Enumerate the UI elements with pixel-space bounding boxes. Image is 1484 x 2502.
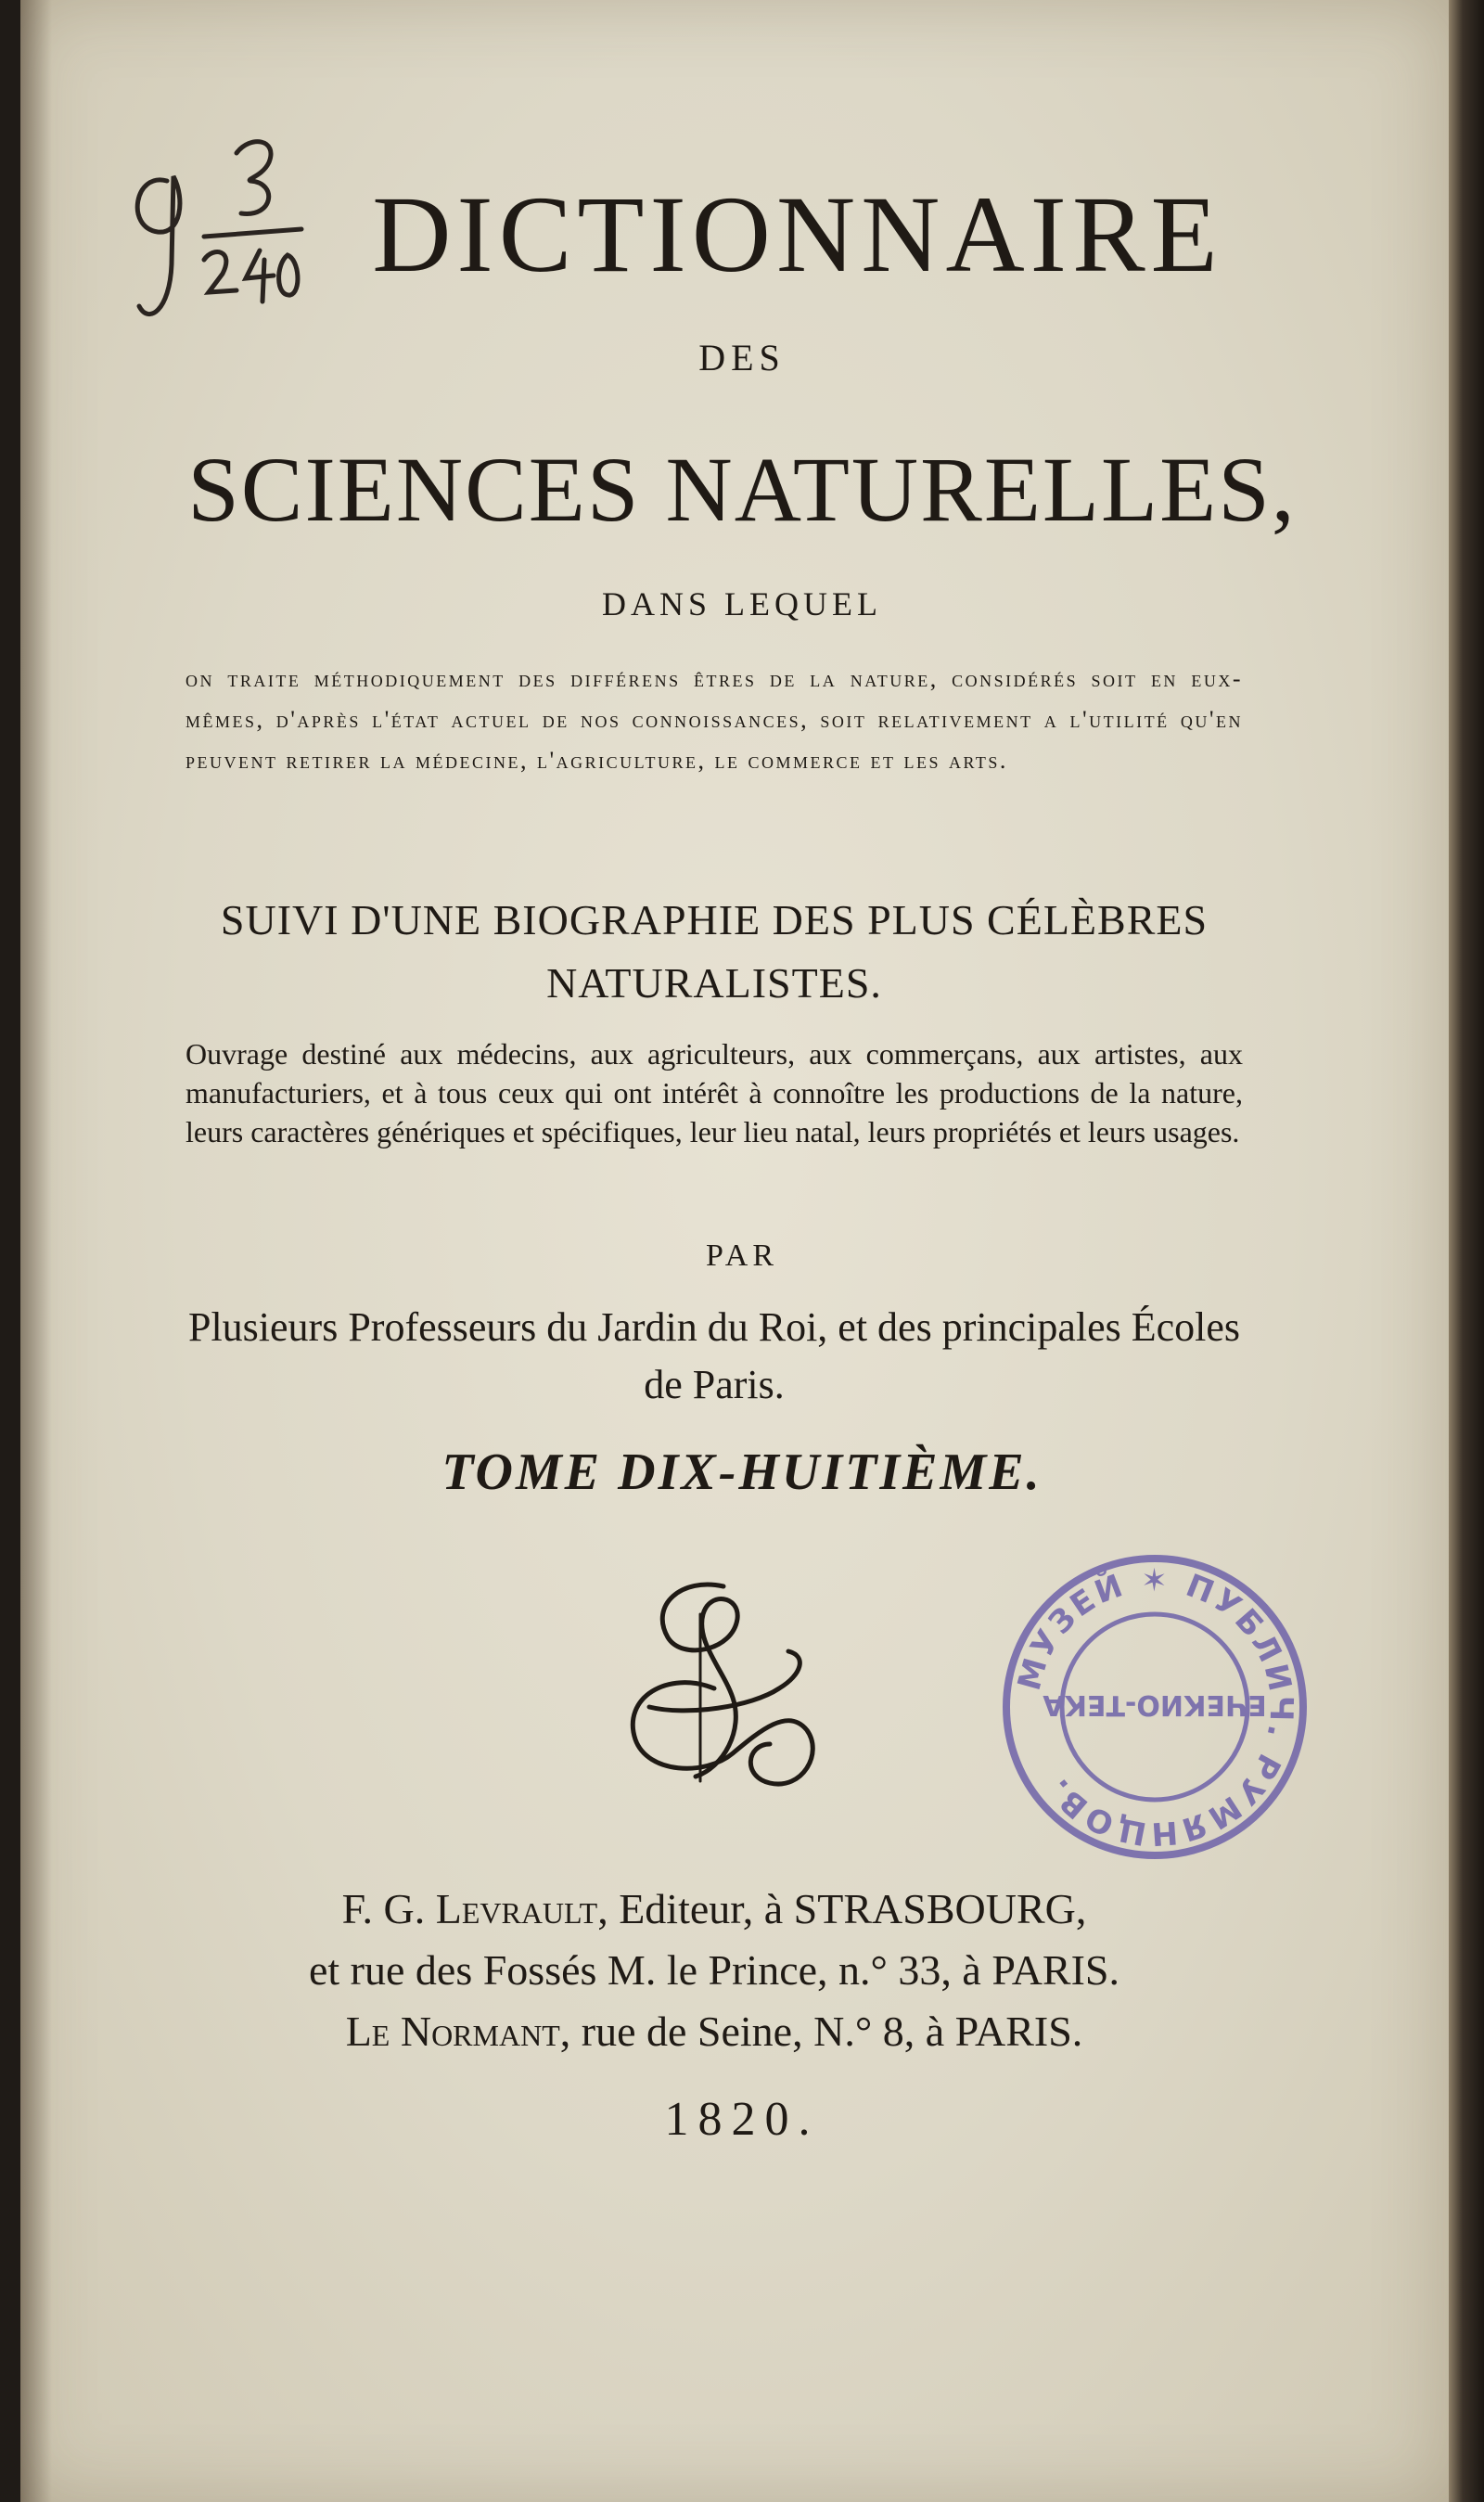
title-dictionnaire: DICTIONNAIRE [372, 173, 1223, 295]
imprint-line-1-rest: , Editeur, à STRASBOURG, [597, 1885, 1087, 1932]
imprint-publisher-lenormant: Le Normant [345, 2008, 560, 2055]
publication-year: 1820. [664, 2093, 820, 2146]
imprint-block [186, 1879, 1243, 2062]
description-paragraph: on traite méthodiquement des différens êtres de la nature, considérés soit en eux-mêmes, d'après l'état actuel de nos connoissances, soit relativement a l'utilité qu'en peuvent retirer la médecine, l'agriculture, le commerce et les arts. [186, 665, 1243, 774]
library-stamp [997, 1549, 1312, 1865]
imprint-line-3-rest: , rue de Seine, N.° 8, à PARIS. [559, 2008, 1083, 2055]
imprint-line-1 [186, 1879, 1243, 1940]
par-label: PAR [705, 1238, 779, 1273]
imprint-line-2: et rue des Fossés M. le Prince, n.° 33, à PARIS. [308, 1946, 1120, 1994]
ouvrage-paragraph: Ouvrage destiné aux médecins, aux agriculteurs, aux commerçans, aux artistes, aux manufacturiers, et à tous ceux qui ont intérêt à connoître les productions de la nature, leurs caractères génériques et spécifiques, leur lieu natal, leurs propriétés et leurs usages. [186, 1037, 1243, 1148]
imprint-line-3 [186, 2001, 1243, 2062]
volume-title: TOME DIX-HUITIÈME. [441, 1443, 1043, 1501]
subtitle-dans-lequel: DANS LEQUEL [602, 585, 882, 622]
stamp-ring-text: МУЗЕЙ ✶ ПУБЛИЧ. РУМЯНЦОВ. [1010, 1561, 1300, 1853]
imprint-publisher-levrault: F. G. Levrault [341, 1885, 598, 1932]
authors-line: Plusieurs Professeurs du Jardin du Roi, et des principales Écoles de Paris. [187, 1304, 1241, 1407]
title-sciences-naturelles: SCIENCES NATURELLES, [187, 438, 1297, 541]
title-des: DES [698, 337, 786, 379]
publisher-monogram [594, 1568, 835, 1809]
stamp-center-text: ЕЧЕКИО-ТЕКА [1043, 1688, 1267, 1721]
suivi-heading: SUIVI D'UNE BIOGRAPHIE DES PLUS CÉLÈBRES NATURALISTES. [220, 896, 1209, 1007]
